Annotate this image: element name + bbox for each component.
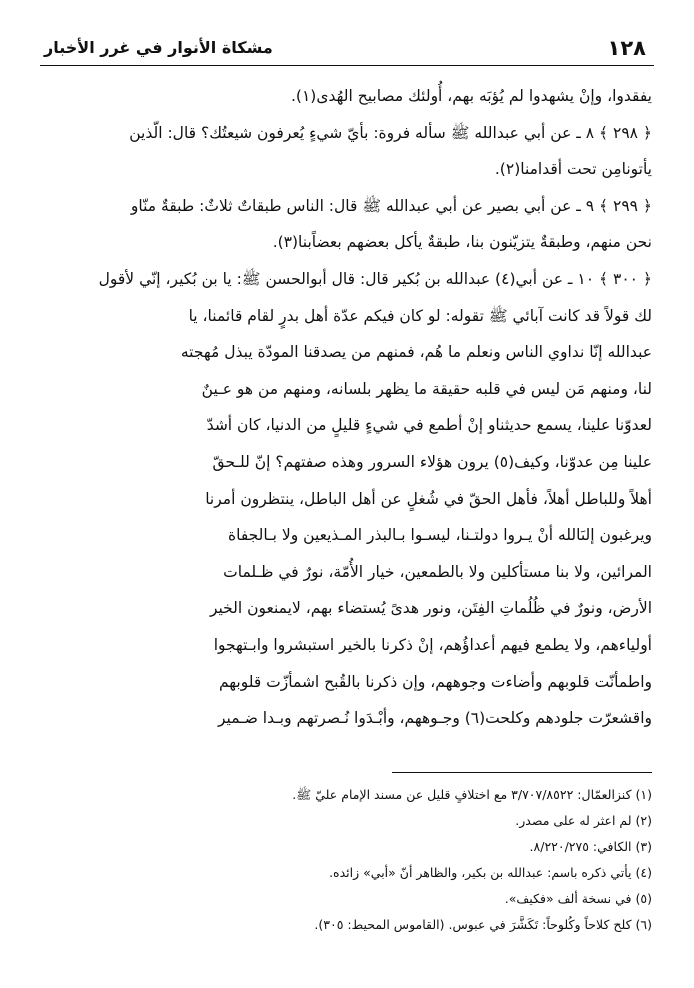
footnote: (٢) لم اعثر له على مصدر. <box>515 813 652 828</box>
footnotes <box>60 782 652 938</box>
text-line: يفقدوا، وإنْ يشهدوا لم يُؤبَه بهم، أُولئك مصابيح الهُدى(١). <box>290 87 652 105</box>
page-number: ١٢٨ <box>607 36 646 60</box>
text-line: علينا مِن عدوّنا، وكيف(٥) يرون هؤلاء السرور وهذه صفتهم؟ إنّ للـحقّ <box>212 452 652 471</box>
text-line: الأرض، ونورٌ في ظُلُماتِ الفِتَن، ونور هدىً يُستضاء بهم، لايمنعون الخير <box>209 599 652 618</box>
footnote: (٣) الكافي: ٨/٢٢٠/٢٧٥. <box>529 839 652 854</box>
text-line: ﴿ ٢٩٩ ﴾ ٩ ـ عن أبي بصير عن أبي عبدالله ﷺ قال: الناس طبقاتٌ ثلاثٌ: طبقةٌ منّاو <box>130 196 652 215</box>
text-line: المرائين، ولا بنا مستأكلين ولا بالطمعين، خيار الأُمّة، نورٌ في ظـلمات <box>223 562 652 581</box>
text-line: أهلاً وللباطل أهلاً، فأهل الحقّ في شُغلٍ عن أهل الباطل، ينتظرون أمرنا <box>205 489 652 508</box>
footnote: (١) كنزالعمّال: ٣/٧٠٧/٨٥٢٢ مع اختلافٍ قليل عن مسند الإمام عليّ ﷺ. <box>292 787 652 802</box>
text-line: ﴿ ٢٩٨ ﴾ ٨ ـ عن أبي عبدالله ﷺ سأله فروة: بأيّ شيءٍ يُعرفون شيعتُك؟ قال: الّذين <box>129 123 652 142</box>
text-line: أولياءهم، ولا يطمع فيهم أعداؤُهم، إنْ ذكرنا بالخير استبشروا وابـتهجوا <box>213 635 652 654</box>
text-line: واقشعرّت جلودهم وكلحت(٦) وجـوههم، وأبْـدَوا نُـصرتهم وبـدا ضـمير <box>217 709 652 728</box>
text-line: ويرغبون إلىَالله أنْ يـروا دولتـنا، ليسـوا بـالبذر المـذيعين ولا بـالجفاة <box>227 526 652 545</box>
text-line: عبدالله إنّا نداوي الناس ونعلم ما هُم، فمنهم من يصدقنا المودّة يبذل مُهجته <box>180 343 652 362</box>
text-line: نحن منهم، وطبقةٌ يتزيّنون بنا، طبقةٌ يأكل بعضهم بعضاًبنا(٣). <box>272 233 652 252</box>
text-line: لك قولاً قد كانت آبائي ﷺ تقوله: لو كان فيكم عدّة أهل بدرٍ لقام قائمنا، يا <box>188 306 652 325</box>
running-title: مشكاة الأنوار في غرر الأخبار <box>44 38 273 57</box>
footnote-divider <box>392 772 652 773</box>
page-header <box>40 30 654 66</box>
text-line: لعدوّنا علينا، يسمع حديثناو إنْ أطمع في شيءٍ قليلٍ من الدنيا، كان أشدّ <box>206 416 652 435</box>
footnote: (٦) كلح كلاحاً وكُلوحاً: تَكَشَّرَ في عبوس. (القاموس المحيط: ٣٠٥). <box>314 917 652 932</box>
text-line: لنا، ومنهم مَن ليس في قلبه حقيقة ما يظهر بلسانه، ومنهم من هو عـينٌ <box>201 379 652 398</box>
text-line: يأتونامِن تحت أقدامنا(٢). <box>494 160 652 179</box>
header-rule <box>40 65 654 66</box>
text-line: واطمأنّت قلوبهم وأضاءت وجوههم، وإن ذكرنا بالقُبح اشمأزّت قلوبهم <box>218 672 652 691</box>
text-line: ﴿ ٣٠٠ ﴾ ١٠ ـ عن أبي(٤) عبدالله بن بُكير قال: قال أبوالحسن ﷺ: يا بن بُكير، إنّي لأقول <box>98 269 652 288</box>
footnote: (٤) يأتي ذكره باسم: عبدالله بن بكير، والظاهر أنّ «أبي» زائده. <box>329 865 652 880</box>
main-text <box>42 78 652 737</box>
footnote: (٥) في نسخة ألف «فكيف». <box>504 891 652 906</box>
